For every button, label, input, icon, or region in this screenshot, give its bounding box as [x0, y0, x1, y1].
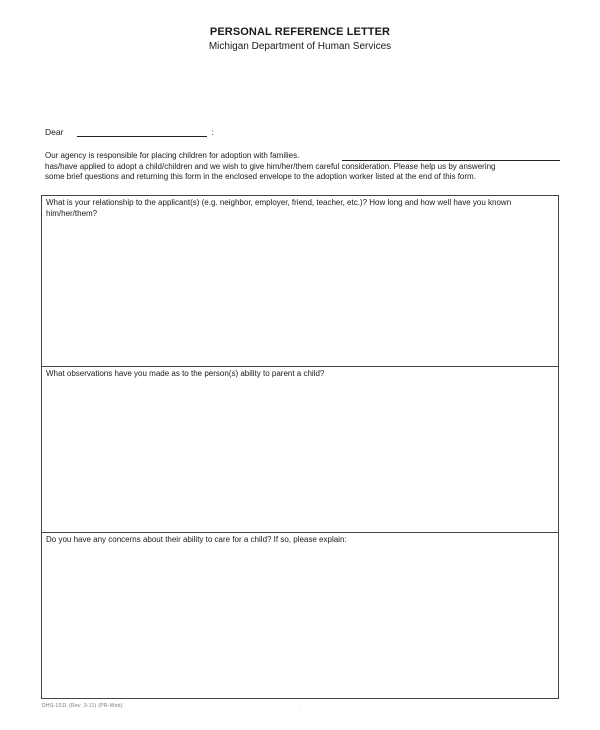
salutation-label: Dear: [45, 127, 64, 137]
question-box-observations[interactable]: [41, 366, 559, 533]
question-box-relationship[interactable]: [41, 195, 559, 367]
intro-paragraph: [45, 151, 565, 183]
question-1-text: What is your relationship to the applicant(s) (e.g. neighbor, employer, friend, teacher, etc.)? How long and how well have you known him/her/them?: [46, 198, 512, 218]
intro-line-3: some brief questions and returning this form in the enclosed envelope to the adoption worker listed at the end of this form.: [45, 172, 476, 181]
salutation: [45, 126, 214, 137]
salutation-suffix: :: [211, 127, 214, 137]
recipient-name-field[interactable]: [77, 126, 207, 137]
intro-line-1-text: Our agency is responsible for placing children for adoption with families.: [45, 151, 300, 160]
document-title: PERSONAL REFERENCE LETTER: [209, 26, 391, 38]
question-box-concerns[interactable]: [41, 532, 559, 699]
question-3-text: Do you have any concerns about their ability to care for a child? If so, please explain:: [46, 535, 347, 544]
question-2-text: What observations have you made as to the person(s) ability to parent a child?: [46, 369, 325, 378]
document-subtitle: Michigan Department of Human Services: [208, 41, 392, 52]
footer-mark: .: [300, 703, 302, 709]
intro-line-1: [45, 151, 565, 162]
form-code: DHS-1011 (Rev. 3-11) (PR-Web): [42, 703, 123, 709]
applicant-name-field[interactable]: [342, 160, 560, 161]
intro-line-2: has/have applied to adopt a child/children and we wish to give him/her/them careful consideration. Please help us by answering: [45, 161, 496, 171]
